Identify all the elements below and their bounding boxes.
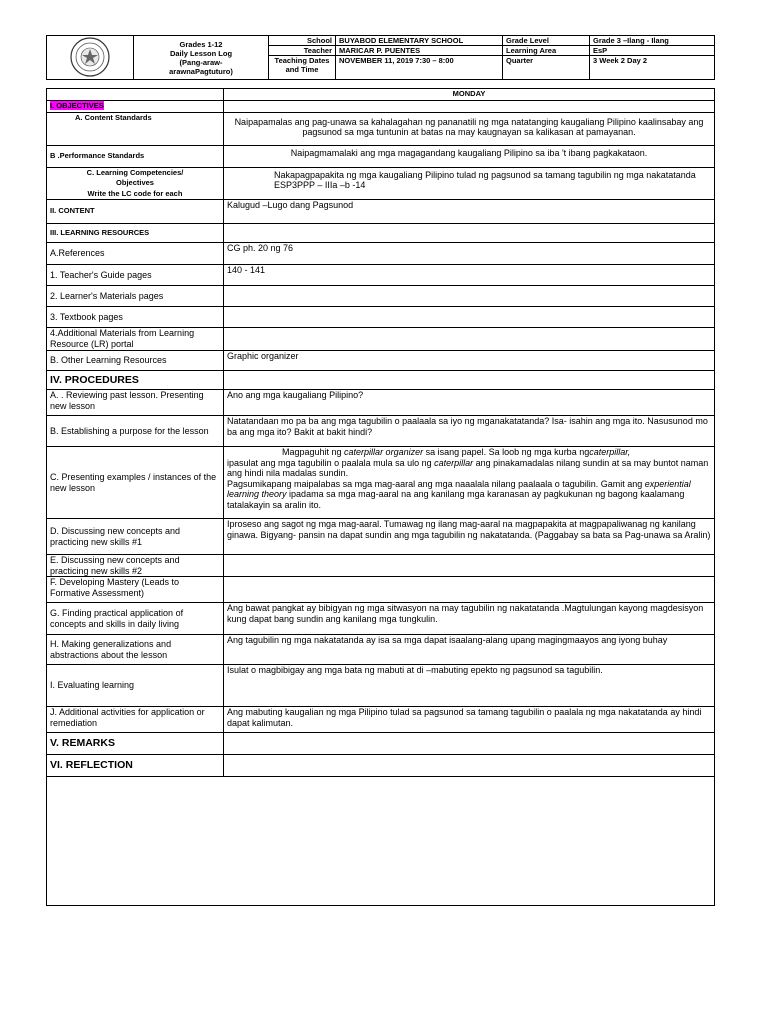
dates-value: NOVEMBER 11, 2019 7:30 – 8:00 [336, 56, 503, 80]
performance-standards-text: Naipagmamalaki ang mga magagandang kaugaliang Pilipino sa iba 't ibang pagkakataon. [224, 145, 715, 167]
additional-materials-label: 4.Additional Materials from Learning Resource (LR) portal [47, 328, 224, 351]
procedure-f-label: F. Developing Mastery (Leads to Formative Assessment) [47, 577, 224, 603]
references-label: A.References [47, 243, 224, 265]
procedure-j-text: Ang mabuting kaugalian ng mga Pilipino tulad sa pagsunod sa tamang tagubilin o paalala ng mga nakatatanda ay hindi dapat kalimutan. [224, 707, 715, 733]
logo-cell [47, 36, 134, 80]
objectives-heading [47, 100, 224, 112]
procedure-g-label: G. Finding practical application of concepts and skills in daily living [47, 603, 224, 635]
teacher-value: MARICAR P. PUENTES [336, 46, 503, 56]
procedure-i-text: Isulat o magbibigay ang mga bata ng mabuti at di –mabuting epekto ng pagsunod sa tagubilin. [224, 665, 715, 707]
content-standards-label: A. Content Standards [47, 112, 224, 145]
procedure-c-label: C. Presenting examples / instances of the new lesson [47, 447, 224, 519]
area-value: EsP [590, 46, 715, 56]
procedure-c-part: ipasulat ang mga tagubilin o paalala mula sa ulo ng [227, 457, 435, 468]
teachers-guide-label: 1. Teacher's Guide pages [47, 265, 224, 286]
area-label: Learning Area [503, 46, 590, 56]
blank-cell [47, 89, 224, 101]
other-resources-label: B. Other Learning Resources [47, 351, 224, 371]
grade-value: Grade 3 –Ilang - Ilang [590, 36, 715, 46]
content-standards-text: Naipapamalas ang pag-unawa sa kahalagahan ng pananatili ng mga natatanging kaugaliang Pilipino kaalinsabay ang pagsunod sa mga tuntunin at batas na may kaugnayan sa kalikasan at pamayanan. [224, 112, 715, 145]
competencies-label-line: C. Learning Competencies/ [86, 167, 184, 177]
dll-title [134, 36, 269, 80]
remarks-heading: V. REMARKS [47, 733, 224, 755]
title-line: Grades 1-12 [179, 39, 223, 49]
competencies-label-line: Write the LC code for each [87, 188, 183, 198]
procedure-h-text: Ang tagubilin ng mga nakatatanda ay isa sa mga dapat isaalang-alang upang magingmaayos ang iyong buhay [224, 635, 715, 665]
reflection-text [224, 755, 715, 777]
school-label: School [269, 36, 336, 46]
procedure-d-text: Iproseso ang sagot ng mga mag-aaral. Tumawag ng ilang mag-aaral na magpapakita at magpapaliwanag ng kanilang ginawa. Bigyang- pansin na dapat sundin ang mga tagubilin ng nakatatanda. (Paggabay sa bata sa Pag-unawa sa Aralin) [224, 519, 715, 555]
resources-blank [224, 224, 715, 243]
title-line: arawnaPagtuturo) [169, 66, 233, 76]
dates-label: Teaching Dates and Time [269, 56, 336, 80]
title-line: (Pang-araw- [179, 57, 223, 67]
content-text: Kalugud –Lugo dang Pagsunod [224, 200, 715, 224]
header-table [46, 35, 715, 80]
procedure-c-italic: experiential learning theory [227, 478, 691, 499]
objectives-blank [224, 100, 715, 112]
lesson-log-table [46, 88, 715, 777]
procedure-d-label: D. Discussing new concepts and practicing new skills #1 [47, 519, 224, 555]
procedures-blank [224, 371, 715, 390]
performance-standards-label: B .Performance Standards [47, 145, 224, 167]
procedure-c-italic: caterpillar, [589, 447, 631, 457]
quarter-label: Quarter [503, 56, 590, 80]
procedure-a-label: A. . Reviewing past lesson. Presenting new lesson [47, 390, 224, 416]
competencies-label-line: Objectives [116, 178, 154, 187]
school-value: BUYABOD ELEMENTARY SCHOOL [336, 36, 503, 46]
procedure-c-text [224, 447, 715, 519]
resources-heading: III. LEARNING RESOURCES [47, 224, 224, 243]
objectives-heading-text: I. OBJECTIVES [50, 100, 104, 110]
procedure-h-label: H. Making generalizations and abstractions about the lesson [47, 635, 224, 665]
procedure-i-label: I. Evaluating learning [47, 665, 224, 707]
other-resources-text: Graphic organizer [224, 351, 715, 371]
procedure-f-text [224, 577, 715, 603]
procedure-c-part: Pagsumikapang maipalabas sa mga mag-aaral ang mga naaalala nilang paalaala o tagubilin. Gamit ang [227, 478, 645, 489]
procedure-e-label: E. Discussing new concepts and practicing new skills #2 [47, 555, 224, 577]
procedure-c-part: ipadama sa mga mag-aaral na ang kanilang mga karanasan ay pagkukunan ng bagong kaalamang tatalakayin sa aralin ito. [227, 489, 685, 510]
procedure-c-part: Magpaguhit ng [282, 447, 345, 457]
procedure-c-italic: caterpillar organizer [344, 447, 424, 457]
procedure-b-text: Natatandaan mo pa ba ang mga tagubilin o paalaala sa iyo ng mganakatatanda? Isa- isahin ang mga ito. Nasusunod mo ba ang mga ito? Bakit at bakit hindi? [224, 416, 715, 447]
procedure-c-italic: caterpillar [434, 457, 474, 468]
grade-label: Grade Level [503, 36, 590, 46]
reflection-heading: VI. REFLECTION [47, 755, 224, 777]
additional-materials-text [224, 328, 715, 351]
teacher-label: Teacher [269, 46, 336, 56]
deped-seal-icon [70, 37, 110, 77]
procedure-j-label: J. Additional activities for application or remediation [47, 707, 224, 733]
learners-materials-label: 2. Learner's Materials pages [47, 286, 224, 307]
references-text: CG ph. 20 ng 76 [224, 243, 715, 265]
competencies-text: Nakapagpapakita ng mga kaugaliang Pilipino tulad ng pagsunod sa tamang tagubilin ng mga nakatatanda ESP3PPP – IIIa –b -14 [224, 167, 715, 200]
procedure-c-part: sa isang papel. Sa loob ng mga kurba ng [423, 447, 590, 457]
quarter-value: 3 Week 2 Day 2 [590, 56, 715, 80]
textbook-text [224, 307, 715, 328]
procedure-b-label: B. Establishing a purpose for the lesson [47, 416, 224, 447]
procedure-g-text: Ang bawat pangkat ay bibigyan ng mga sitwasyon na may tagubilin ng nakatatanda .Magtulungan kayong magdesisyon kung dapat bang sundin ang kanilang mga tungkulin. [224, 603, 715, 635]
day-heading: MONDAY [224, 89, 715, 101]
content-heading: II. CONTENT [47, 200, 224, 224]
procedure-e-text [224, 555, 715, 577]
remarks-text [224, 733, 715, 755]
reflection-area [46, 777, 715, 906]
textbook-label: 3. Textbook pages [47, 307, 224, 328]
learners-materials-text [224, 286, 715, 307]
teachers-guide-text: 140 - 141 [224, 265, 715, 286]
title-line: Daily Lesson Log [169, 48, 233, 58]
competencies-label [47, 167, 224, 200]
procedures-heading: IV. PROCEDURES [47, 371, 224, 390]
procedure-c-part: ang pinakamadalas nilang sundin at sa may buntot naman ang hindi nila madalas sundin. [227, 457, 709, 478]
procedure-a-text: Ano ang mga kaugaliang Pilipino? [224, 390, 715, 416]
